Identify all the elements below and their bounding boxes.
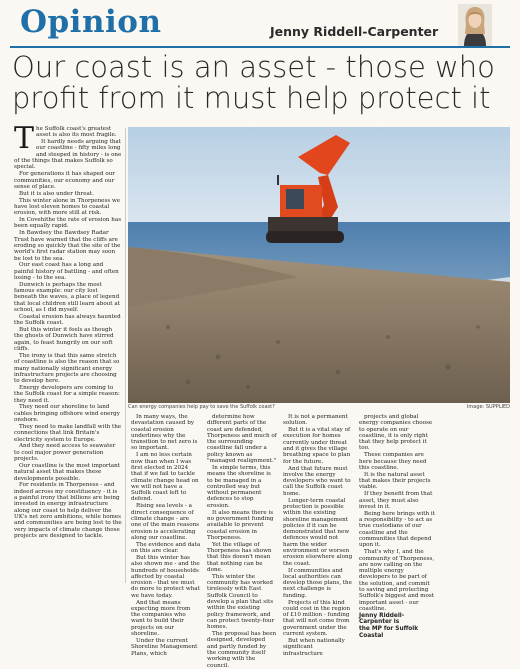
body-paragraph: In many ways, the devastation caused by coastal erosion underlines why the transition to net zero is so important. xyxy=(131,414,198,452)
body-paragraph: Being here brings with it a responsibility - to act as true custodians of our coastline and the communities that depend upon it. xyxy=(359,510,435,549)
body-paragraph: The irony is that this same stretch of coastline is also the reason that so many nationally significant energy infrastructure projects are choosing to develop here. xyxy=(14,352,120,385)
body-paragraph: Our east coast has a long and painful history of battling - and often losing - to the sea. xyxy=(14,262,119,281)
signature-line: Jenny Riddell-Carpenter is xyxy=(359,612,405,626)
body-paragraph: It is not a permanent solution. xyxy=(283,414,348,427)
body-paragraph: That's why I, and the community of Thorpeness, are now calling on the multiple energy developers to be part of the solution, and commit to saving and protecting Suffolk's biggest and most important asset - our coastline. xyxy=(359,549,435,612)
body-paragraph: These companies are here because they need this coastline. xyxy=(359,452,427,471)
body-paragraph: But this winter has also shown me - and the hundreds of households affected by coastal erosion - that we must do more to protect what we have today. xyxy=(131,554,200,599)
body-paragraph: It is the natural asset that makes their projects viable. xyxy=(359,471,431,491)
body-paragraph: determine how different parts of the coast are defended, Thorpeness and much of the surrounding coastline fall under a policy known as "managed realignment." xyxy=(207,414,277,465)
article-photo xyxy=(128,127,510,403)
body-paragraph: But it is also under threat. xyxy=(19,190,94,197)
body-paragraph: In Covehithe the rate of erosion has been equally rapid. xyxy=(14,217,122,230)
body-paragraph: I am no less certain now than when I was first elected in 2024 that if we fail to tackle climate change head on we will not have a Suffolk coast left to defend. xyxy=(131,452,199,503)
headline: Our coast is an asset - those who profit from it must help protect it xyxy=(12,50,495,115)
body-paragraph: The proposal has been designed, developed and partly funded by the community itself working with the council. xyxy=(207,631,277,669)
column-2 xyxy=(131,414,201,657)
masthead xyxy=(6,4,514,44)
body-paragraph: And that means expecting more from the companies who want to build their projects on our shoreline. xyxy=(131,599,191,638)
body-paragraph: And that future must involve the energy developers who want to call the Suffolk coast home. xyxy=(283,465,351,497)
body-paragraph: The Suffolk coast's greatest asset is also its most fragile. xyxy=(14,121,117,156)
body-paragraph: Under the current Shoreline Management Plans, which xyxy=(131,637,198,657)
body-paragraph: projects and global energy companies choose to operate on our coastline, it is only right that they help protect it too. xyxy=(359,414,433,452)
body-paragraph: Dunwich is perhaps the most famous example: our city lost beneath the waves, a place of legend that local children still learn about at school, as I did myself. xyxy=(14,281,120,314)
body-paragraph: But when nationally significant infrastructure xyxy=(283,637,345,657)
column-4 xyxy=(283,414,353,657)
body-paragraph: In Bawdsey the Bawdsey Radar Trust have warned that the cliffs are eroding so quickly that the site of the world's first radar station may soon be lost to the sea. xyxy=(14,230,121,262)
body-paragraph: It also means there is no government funding available to prevent coastal erosion in Thorpeness. xyxy=(207,509,274,541)
body-paragraph: Coastal erosion has always haunted the Suffolk coast. xyxy=(14,313,121,327)
body-paragraph: It hardly needs arguing that our coastline - fifty miles long and steeped in history - is one of the things that makes Suffolk so special. xyxy=(14,139,122,171)
author-signature xyxy=(359,613,435,639)
body-paragraph: Longer-term coastal protection is possible within the existing shoreline management policies if it can be demonstrated that new defences would not harm the wider environment or worsen erosion elsewhere along the coast. xyxy=(283,497,353,567)
body-paragraph: But it is a vital stay of execution for homes currently under threat and it gives the village breathing space to plan for the future. xyxy=(283,427,351,465)
body-paragraph: This winter alone in Thorpeness we have lost eleven homes to coastal erosion, with more still at risk. xyxy=(14,197,121,217)
body-paragraph: But this winter it feels as though the ghosts of Dunwich have stirred again, to feast hungrily on our soft cliffs. xyxy=(14,327,114,353)
body-paragraph: They need to make landfall with the connections that link Britain's electricity system to Europe. xyxy=(14,423,122,443)
body-paragraph: And they need access to seawater to cool major power generation projects. xyxy=(14,443,116,463)
body-paragraph: They need our shoreline to land cables bringing offshore wind energy onshore. xyxy=(14,404,120,424)
drop-cap: T xyxy=(14,121,35,156)
section-title: Opinion xyxy=(20,4,162,40)
body-paragraph: Projects of this kind could cost in the region of £10 million - funding that will not come from government under the current system. xyxy=(283,599,351,638)
photo-credit: Image: SUPPLIED xyxy=(466,404,510,410)
photo-caption xyxy=(128,404,510,410)
body-paragraph: If communities and local authorities can develop those plans, the next challenge is funding. xyxy=(283,567,352,599)
body-paragraph: The evidence and data on this are clear. xyxy=(131,541,201,555)
body-paragraph: For generations it has shaped our communities, our economy and our sense of place. xyxy=(14,171,115,190)
body-paragraph: Yet the village of Thorpeness has shown that this doesn't mean that nothing can be done. xyxy=(207,541,272,573)
column-5 xyxy=(359,414,435,640)
body-paragraph: Our coastline is the most important natural asset that makes these developments possible. xyxy=(14,462,120,482)
body-paragraph: For residents in Thorpeness - and indeed across my constituency - it is a painful irony that billions are being invested in energy infrastructure along our coast to help deliver the UK's net zero ambitions, while homes and communities are being lost to the very impacts of climate change those projects are designed to tackle. xyxy=(14,482,122,539)
masthead-rule xyxy=(10,46,510,48)
author-photo xyxy=(458,4,492,46)
body-paragraph: Rising sea levels - a direct consequence of climate change - are one of the main reasons erosion is accelerating along our coastline. xyxy=(131,503,200,541)
signature-line: the MP for Suffolk Coastal xyxy=(359,625,419,639)
caption-text: Can energy companies help pay to save the Suffolk coast? xyxy=(128,404,275,410)
column-3 xyxy=(207,414,277,669)
column-1 xyxy=(14,121,122,540)
body-paragraph: This winter the community has worked tirelessly with East Suffolk Council to develop a plan that sits within the existing policy framework, and can protect twenty-four homes. xyxy=(207,573,275,631)
body-paragraph: In simple terms, this means the shoreline is to be managed in a controlled way but without permanent defences to stop erosion. xyxy=(207,464,271,509)
column-divider xyxy=(125,128,126,583)
author-byline: Jenny Riddell-Carpenter xyxy=(270,24,439,39)
body-paragraph: If they benefit from that asset, they must also invest in it. xyxy=(359,491,433,510)
body-paragraph: Energy developers are coming to the Suffolk coast for a simple reason: they need it. xyxy=(14,385,120,404)
